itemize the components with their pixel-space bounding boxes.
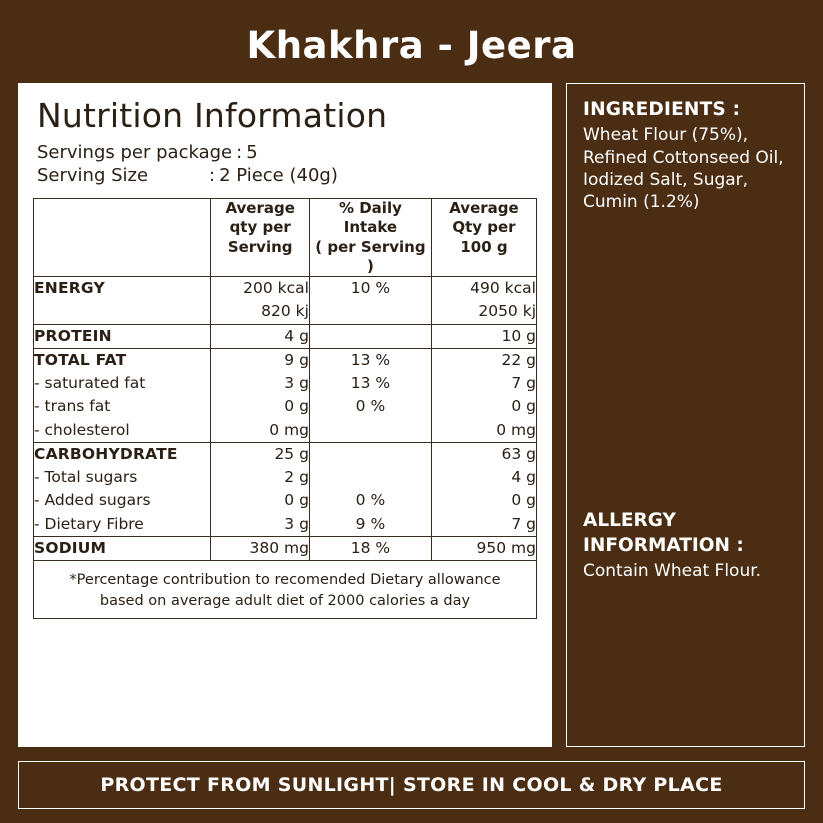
serving-size [37, 165, 537, 186]
row-per100-sodium [431, 536, 536, 560]
column-header-per-100g-l1: Average [449, 199, 519, 218]
ingredients-block [583, 98, 790, 214]
row-name-carbohydrate [34, 442, 211, 536]
row-name-energy [34, 277, 211, 325]
allergy-title-line-1: ALLERGY [583, 510, 676, 532]
value: 7 g [511, 374, 536, 393]
row-label: TOTAL FAT [34, 350, 127, 369]
row-name-total-fat [34, 348, 211, 442]
value: 25 g [274, 444, 309, 463]
row-daily-sodium [309, 536, 431, 560]
table-row [34, 324, 537, 348]
row-daily-total-fat [309, 348, 431, 442]
row-per100-carbohydrate [431, 442, 536, 536]
row-sublabel: - saturated fat [34, 374, 146, 393]
ingredients-title: INGREDIENTS : [583, 99, 741, 120]
value: 0 g [511, 491, 536, 510]
ingredients-line-4: Cumin (1.2%) [583, 192, 700, 213]
row-serving-total-fat [211, 348, 310, 442]
table-row [34, 277, 537, 325]
allergy-title-line-2: INFORMATION : [583, 535, 744, 557]
nutrition-table-head [34, 199, 537, 277]
value: 0 g [284, 397, 309, 416]
column-header-daily-intake-l3: ( per Serving ) [315, 237, 426, 275]
ingredients-line-2: Refined Cottonseed Oil, [583, 147, 784, 168]
value: 0 g [284, 491, 309, 510]
row-sublabel: - Dietary Fibre [34, 514, 144, 533]
value: 200 kcal [243, 279, 309, 298]
nutrition-heading: Nutrition Information [37, 96, 388, 135]
nutrition-footnote-line-2: based on average adult diet of 2000 calories a day [99, 593, 471, 610]
side-panel [566, 83, 805, 747]
value: 9 % [355, 514, 386, 533]
value: 4 g [511, 468, 536, 487]
row-per100-energy [431, 277, 536, 325]
value: 0 mg [496, 420, 536, 439]
allergy-text: Contain Wheat Flour. [583, 560, 762, 581]
row-sublabel: - Total sugars [34, 468, 138, 487]
storage-instructions-footer: PROTECT FROM SUNLIGHT| STORE IN COOL & DRY PLACE [18, 761, 805, 809]
servings-per-package-value: 5 [246, 142, 258, 164]
value: 22 g [501, 350, 536, 369]
row-serving-sodium [211, 536, 310, 560]
value: 3 g [284, 514, 309, 533]
row-name-protein [34, 324, 211, 348]
table-row [34, 536, 537, 560]
value: 950 mg [476, 538, 536, 557]
value: 380 mg [249, 538, 309, 557]
nutrition-table-body [34, 277, 537, 561]
row-sublabel: - cholesterol [34, 420, 130, 439]
row-daily-energy [309, 277, 431, 325]
serving-size-value: 2 Piece (40g) [219, 165, 338, 187]
row-per100-protein [431, 324, 536, 348]
row-label: PROTEIN [34, 326, 112, 345]
value: 820 kj [261, 302, 309, 321]
column-header-per-100g-l3: 100 g [460, 237, 508, 256]
value: 18 % [350, 538, 391, 557]
value: 0 % [355, 397, 386, 416]
row-serving-carbohydrate [211, 442, 310, 536]
row-serving-energy [211, 277, 310, 325]
column-header-per-100g [431, 199, 536, 277]
nutrition-footnote [33, 561, 537, 619]
value: 2 g [284, 468, 309, 487]
column-header-per-100g-l2: Qty per [452, 218, 516, 237]
nutrition-footnote-line-1: *Percentage contribution to recomended Dietary allowance [69, 572, 501, 589]
value: 13 % [350, 350, 391, 369]
value: 63 g [501, 444, 536, 463]
value: 4 g [284, 326, 309, 345]
row-label: SODIUM [34, 538, 107, 557]
servings-per-package-separator: : [236, 142, 243, 164]
row-daily-carbohydrate [309, 442, 431, 536]
column-header-daily-intake [309, 199, 431, 277]
value: 9 g [284, 350, 309, 369]
column-header-avg-per-serving [211, 199, 310, 277]
content-columns [18, 83, 805, 747]
row-serving-protein [211, 324, 310, 348]
row-daily-protein [309, 324, 431, 348]
value: 7 g [511, 514, 536, 533]
value: 3 g [284, 374, 309, 393]
table-header-row [34, 199, 537, 277]
row-per100-total-fat [431, 348, 536, 442]
page-title: Khakhra - Jeera [246, 24, 577, 67]
allergy-block [583, 509, 790, 582]
table-row [34, 442, 537, 536]
row-label: ENERGY [34, 279, 105, 298]
value: 13 % [350, 374, 391, 393]
column-header-daily-intake-l2: Intake [343, 218, 398, 237]
row-sublabel: - trans fat [34, 397, 111, 416]
column-header-daily-intake-l1: % Daily [338, 199, 402, 218]
table-row [34, 348, 537, 442]
serving-size-separator: : [209, 165, 216, 187]
value: 10 g [501, 326, 536, 345]
column-header-avg-per-serving-l2: qty per [229, 218, 291, 237]
servings-per-package [37, 142, 537, 163]
ingredients-line-1: Wheat Flour (75%), [583, 125, 749, 146]
row-name-sodium [34, 536, 211, 560]
row-label: CARBOHYDRATE [34, 444, 178, 463]
nutrition-panel [18, 83, 552, 747]
row-sublabel: - Added sugars [34, 491, 151, 510]
column-header-blank [34, 199, 211, 277]
nutrition-table-wrapper [33, 188, 537, 619]
value: 2050 kj [478, 302, 536, 321]
value: 10 % [350, 279, 391, 298]
serving-size-label: Serving Size [37, 165, 149, 187]
value: 490 kcal [470, 279, 536, 298]
value: 0 mg [269, 420, 309, 439]
ingredients-line-3: Iodized Salt, Sugar, [583, 170, 749, 190]
value: 0 g [511, 397, 536, 416]
column-header-avg-per-serving-l1: Average [225, 199, 295, 218]
nutrition-table [33, 198, 537, 561]
value: 0 % [355, 491, 386, 510]
servings-per-package-label: Servings per package [37, 142, 233, 164]
column-header-avg-per-serving-l3: Serving [227, 237, 293, 256]
